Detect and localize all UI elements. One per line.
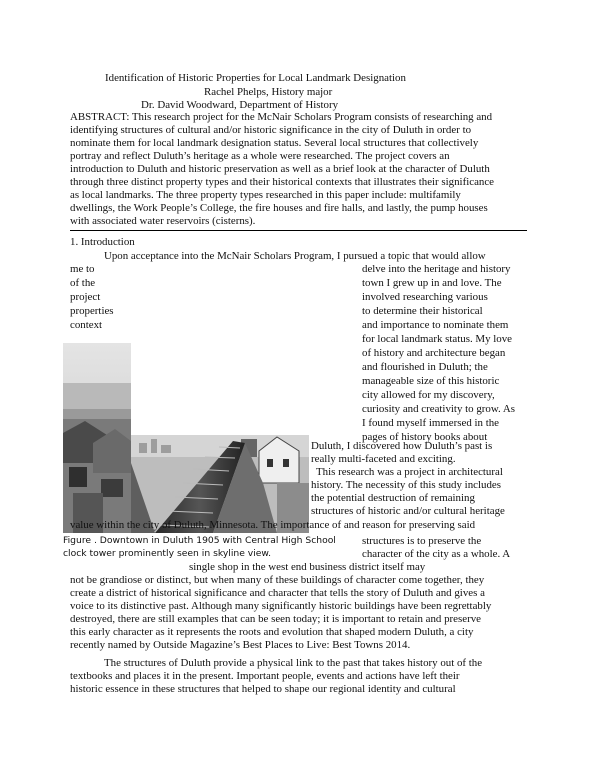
body-line: this early character as it represents the roots and evolution that shaped modern Duluth, a city <box>70 626 474 638</box>
wrap-line: Duluth, I discovered how Duluth’s past is <box>311 440 493 452</box>
advisor-line: Dr. David Woodward, Department of History <box>141 99 339 111</box>
right-column-line: involved researching various <box>362 291 488 303</box>
paper-title: Identification of Historic Properties for Local Landmark Designation <box>105 72 406 84</box>
right-column-line: town I grew up in and love. The <box>362 277 502 289</box>
body-line: recently named by Outside Magazine’s Best Places to Live: Best Towns 2014. <box>70 639 411 651</box>
intro-first-line: Upon acceptance into the McNair Scholars Program, I pursued a topic that would allow <box>104 250 486 262</box>
section-heading: 1. Introduction <box>70 236 135 248</box>
body-line: historic essence in these structures that helped to shape our regional identity and cultural <box>70 683 456 695</box>
body-line: create a district of historical significance and character that tells the story of Duluth and gives a <box>70 587 485 599</box>
right-column-line: city allowed for my discovery, <box>362 389 495 401</box>
caption-side-line: character of the city as a whole. A <box>362 548 511 560</box>
abstract-line: through three distinct property types and their historical contexts that illustrates their significance <box>70 176 495 188</box>
abstract-line: introduction to Duluth and historic preservation as well as a brief look at the character of Duluth <box>70 163 490 175</box>
abstract-line: ABSTRACT: This research project for the McNair Scholars Program consists of researching and <box>70 111 493 123</box>
body-line: The structures of Duluth provide a physical link to the past that takes history out of the <box>104 657 483 669</box>
value-line: value within the city of Duluth, Minnesota. The importance of and reason for preserving said <box>70 519 476 531</box>
body-line: not be grandiose or distinct, but when many of these buildings of character come together, they <box>70 574 485 586</box>
right-column-line: I found myself immersed in the <box>362 417 500 429</box>
left-fragment: properties <box>70 305 114 317</box>
right-column-line: pages of history books about <box>362 431 488 443</box>
body-line: single shop in the west end business district itself may <box>189 561 426 573</box>
wrap-line: history. The necessity of this study includes <box>311 479 501 491</box>
abstract-divider <box>70 230 527 231</box>
author-line: Rachel Phelps, History major <box>204 86 333 98</box>
right-column-line: curiosity and creativity to grow. As <box>362 403 515 415</box>
figure-photo <box>63 343 309 533</box>
body-line: voice to its distinctive past. Although many significantly historic buildings have been regrettably <box>70 600 492 612</box>
wrap-line: structures of historic and/or cultural heritage <box>311 505 505 517</box>
right-column-line: manageable size of this historic <box>362 375 500 387</box>
wrap-line: the potential destruction of remaining <box>311 492 475 504</box>
body-line: destroyed, there are still examples that can be seen today; it is important to retain and preserve <box>70 613 481 625</box>
abstract-line: as local landmarks. The three property types researched in this paper include: multifamily <box>70 189 461 201</box>
caption-line: Figure . Downtown in Duluth 1905 with Central High School <box>63 535 336 546</box>
left-fragment: context <box>70 319 103 331</box>
abstract-line: nominate them for local landmark designation status. Several local structures that collectively <box>70 137 479 149</box>
left-fragment: project <box>70 291 101 303</box>
caption-side-line: structures is to preserve the <box>362 535 482 547</box>
left-fragment: of the <box>70 277 96 289</box>
wrap-line: really multi-faceted and exciting. <box>311 453 456 465</box>
downtown-duluth-photo <box>63 343 309 533</box>
abstract-line: portray and reflect Duluth’s heritage as a whole were researched. The project covers an <box>70 150 450 162</box>
caption-line: clock tower prominently seen in skyline view. <box>63 548 272 559</box>
right-column-line: and importance to nominate them <box>362 319 509 331</box>
body-line: textbooks and places it in the present. Important people, events and actions have left their <box>70 670 460 682</box>
wrap-line: This research was a project in architectural <box>316 466 503 478</box>
abstract-line: dwellings, the Work People’s College, the fire houses and fire halls, and lastly, the pump houses <box>70 202 488 214</box>
right-column-line: and flourished in Duluth; the <box>362 361 488 373</box>
right-column-line: for local landmark status. My love <box>362 333 513 345</box>
right-column-line: to determine their historical <box>362 305 483 317</box>
abstract-line: with associated water reservoirs (cisterns). <box>70 215 256 227</box>
left-fragment: me to <box>70 263 95 275</box>
right-column-line: of history and architecture began <box>362 347 506 359</box>
right-column-line: delve into the heritage and history <box>362 263 511 275</box>
abstract-line: identifying structures of cultural and/or historic significance in the city of Duluth in order to <box>70 124 472 136</box>
